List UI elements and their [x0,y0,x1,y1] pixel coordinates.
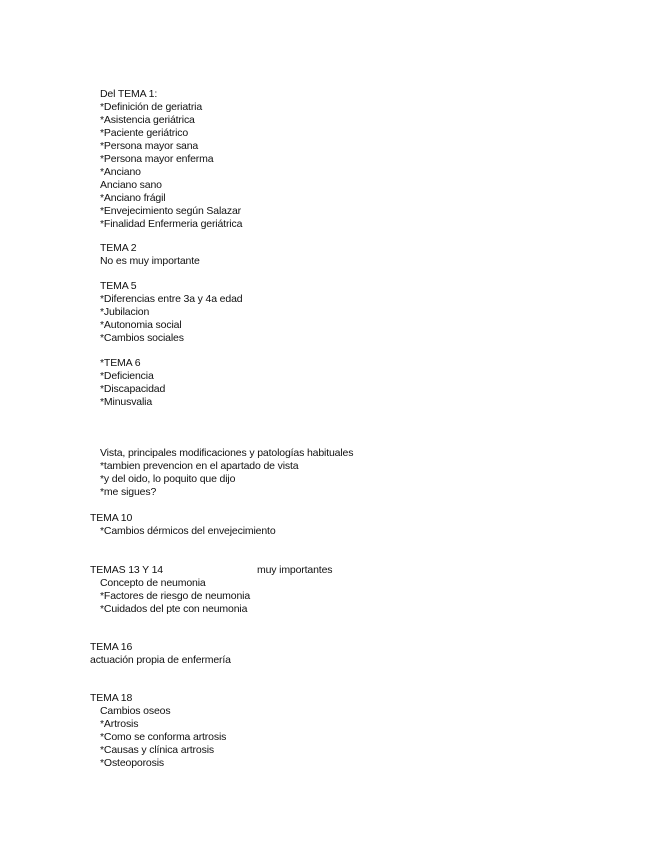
vista-item: *me sigues? [100,486,157,498]
tema6-heading: *TEMA 6 [100,357,141,369]
tema10-section [90,512,276,538]
vista-item: *tambien prevencion en el apartado de vista [100,460,299,472]
tema16-heading: TEMA 16 [90,641,133,653]
tema1-heading: Del TEMA 1: [100,88,158,100]
tema1-item: *Asistencia geriátrica [100,114,195,126]
tema5-item: *Jubilacion [100,306,150,318]
tema6-item: *Minusvalia [100,396,153,408]
tema13-14-item: Concepto de neumonia [100,577,206,589]
tema1-item: *Definición de geriatria [100,101,203,113]
tema18-item: Cambios oseos [100,705,171,717]
vista-section [100,447,353,499]
tema1-item: *Persona mayor sana [100,140,199,152]
tema16-text: actuación propia de enfermería [90,654,231,666]
vista-item: *y del oido, lo poquito que dijo [100,473,236,485]
tema10-item: *Cambios dérmicos del envejecimiento [100,525,276,537]
tema5-item: *Diferencias entre 3a y 4a edad [100,293,243,305]
tema13-14-heading-row [90,564,333,577]
tema10-heading: TEMA 10 [90,512,133,524]
tema1-section [100,88,242,231]
tema18-section [90,692,226,770]
tema2-section [100,242,200,268]
tema1-item: *Anciano [100,166,141,178]
tema6-section [100,357,165,409]
tema13-14-item: *Factores de riesgo de neumonia [100,590,251,602]
tema16-section [90,641,231,667]
tema1-item: *Persona mayor enferma [100,153,214,165]
tema1-item: *Envejecimiento según Salazar [100,205,241,217]
tema1-item: Anciano sano [100,179,162,191]
tema2-heading: TEMA 2 [100,242,137,254]
tema5-item: *Cambios sociales [100,332,184,344]
tema5-heading: TEMA 5 [100,280,137,292]
tema13-14-note: muy importantes [257,564,333,576]
tema13-14-heading: TEMAS 13 Y 14 [90,564,163,576]
tema5-section [100,280,242,345]
tema1-item: *Finalidad Enfermeria geriátrica [100,218,243,230]
tema2-text: No es muy importante [100,255,200,267]
vista-heading: Vista, principales modificaciones y patologías habituales [100,447,354,459]
tema18-item: *Causas y clínica artrosis [100,744,214,756]
tema1-item: *Paciente geriátrico [100,127,189,139]
tema18-heading: TEMA 18 [90,692,133,704]
tema6-item: *Deficiencia [100,370,154,382]
tema18-item: *Artrosis [100,718,139,730]
tema18-item: *Osteoporosis [100,757,164,769]
tema18-item: *Como se conforma artrosis [100,731,227,743]
tema5-item: *Autonomia social [100,319,182,331]
tema1-item: *Anciano frágil [100,192,166,204]
tema13-14-item: *Cuidados del pte con neumonia [100,603,248,615]
tema13-14-section [90,564,333,616]
tema6-item: *Discapacidad [100,383,166,395]
